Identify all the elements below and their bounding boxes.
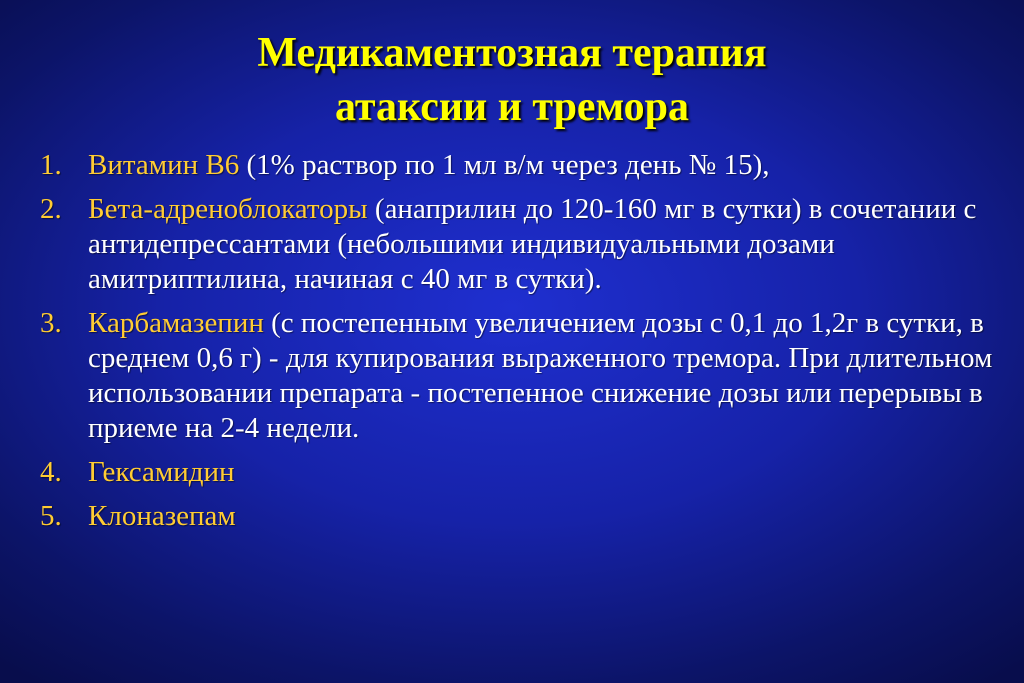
item-description: (с постепенным увеличением дозы с 0,1 до 1,2г в сутки, в среднем 0,6 г) - для купирования выраженного тремора. При длительном использовании препарата - постепенное снижение дозы или перерывы в приеме на 2-4 недели. [88,307,993,444]
list-item-2 [40,192,1000,297]
drug-name: Бета-адреноблокаторы [88,193,368,225]
drug-name: Витамин В6 [88,149,240,181]
therapy-list [40,148,1000,543]
slide-title [0,26,1024,134]
list-item-1 [40,148,1000,183]
item-number: 3. [40,307,62,339]
drug-name: Клоназепам [88,500,236,532]
drug-name: Карбамазепин [88,307,264,339]
item-description: (анаприлин до 120-160 мг в сутки) в сочетании с антидепрессантами (небольшими индивидуальными дозами амитриптилина, начиная с 40 мг в сутки). [88,193,977,295]
slide-title-line-1: Медикаментозная терапия [257,30,767,76]
item-number: 1. [40,149,62,181]
item-number: 4. [40,456,62,488]
item-number: 5. [40,500,62,532]
slide-title-line-2: атаксии и тремора [334,84,689,130]
item-number: 2. [40,193,62,225]
drug-name: Гексамидин [88,456,235,488]
list-item-5 [40,499,1000,534]
list-item-4 [40,455,1000,490]
list-item-3 [40,306,1000,446]
item-description: (1% раствор по 1 мл в/м через день № 15), [239,149,770,181]
